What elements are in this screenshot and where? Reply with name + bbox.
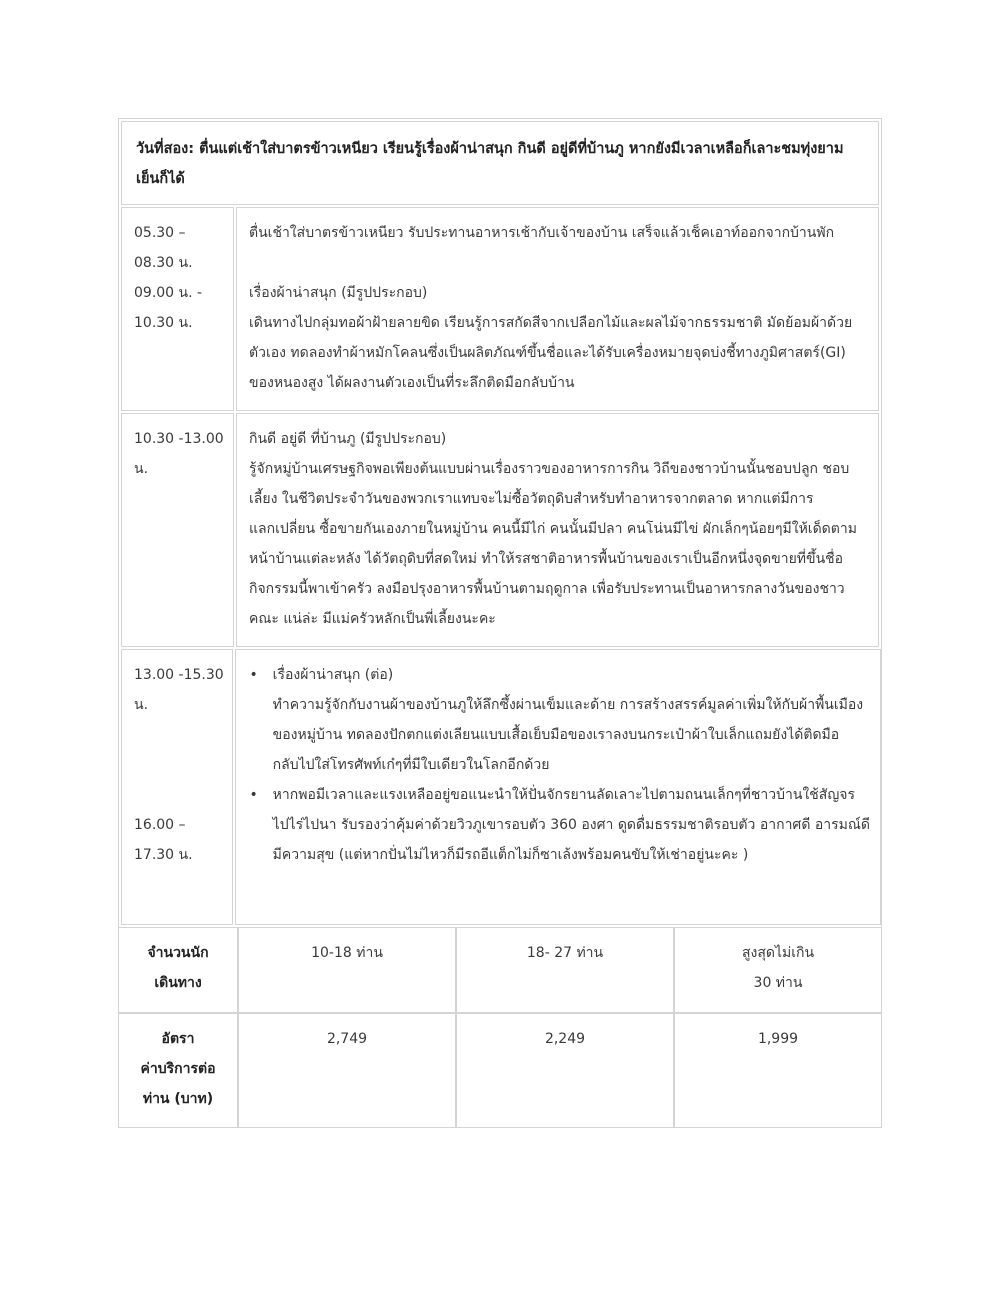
activity-line: ตัวเอง ทดลองทำผ้าหมักโคลนซึ่งเป็นผลิตภัณฑ์ขึ้นชื่อและได้รับเครื่องหมายจุดบ่งชี้ทางภูมิศาสตร์(GI) bbox=[249, 345, 846, 361]
time-line: 09.00 น. - bbox=[134, 285, 203, 301]
time-line: 16.00 – bbox=[134, 817, 186, 833]
activity-heading: เรื่องผ้าน่าสนุก (ต่อ) bbox=[272, 667, 394, 683]
time-line: น. bbox=[134, 461, 149, 477]
group-size bbox=[675, 928, 881, 1012]
activity-line: ตื่นเช้าใส่บาตรข้าวเหนียว รับประทานอาหารเช้ากับเจ้าของบ้าน เสร็จแล้วเช็คเอาท์ออกจากบ้านพัก bbox=[249, 225, 835, 241]
group-price-row bbox=[675, 1014, 881, 1127]
activity-line: รู้จักหมู่บ้านเศรษฐกิจพอเพียงต้นแบบผ่านเรื่องราวของอาหารการกิน วิถีของชาวบ้านนั้นชอบปลูก ชอบ bbox=[249, 461, 850, 477]
schedule-row bbox=[121, 649, 879, 925]
bullet-list-item bbox=[248, 660, 870, 780]
time-line: 17.30 น. bbox=[134, 847, 193, 863]
group-price: 2,749 bbox=[326, 1031, 368, 1047]
time-line: 10.30 น. bbox=[134, 315, 193, 331]
day-two-schedule-table bbox=[118, 118, 882, 928]
blank-gap bbox=[134, 720, 224, 810]
activity-line: หากพอมีเวลาและแรงเหลืออยู่ขอแนะนำให้ปั่นจักรยานลัดเลาะไปตามถนนเล็กๆที่ชาวบ้านใช้สัญจร bbox=[272, 787, 855, 803]
schedule-row bbox=[121, 413, 879, 647]
rate-label bbox=[119, 1014, 237, 1127]
group-size bbox=[457, 928, 673, 1012]
group-size-row bbox=[239, 928, 455, 1014]
pricing-group-column bbox=[237, 928, 455, 1127]
pricing-row-rate bbox=[119, 1014, 237, 1127]
activity-line: คณะ แน่ล่ะ มีแม่ครัวหลักเป็นพี่เลี้ยงนะคะ bbox=[249, 611, 496, 627]
pricing-label-column bbox=[119, 928, 237, 1127]
pricing-group-column bbox=[673, 928, 881, 1127]
bullet-list-item bbox=[248, 780, 870, 870]
time-cell bbox=[121, 649, 233, 925]
blank-line bbox=[249, 248, 868, 278]
activity-line: ของหมู่บ้าน ทดลองปักตกแต่งเลียนแบบเสื้อเย็บมือของเราลงบนกระเป๋าผ้าใบเล็กแถมยังได้ติดมือ bbox=[272, 727, 840, 743]
activity-line: ทำความรู้จักกับงานผ้าของบ้านภูให้ลึกซึ้งผ่านเข็มและด้าย การสร้างสรรค์มูลค่าเพิ่มให้กับผ้าพื้นเมือง bbox=[272, 697, 864, 713]
activity-line: หน้าบ้านแต่ละหลัง ได้วัตถุดิบที่สดใหม่ ทำให้รสชาติอาหารพื้นบ้านของเราเป็นอีกหนึ่งจุดขายที่ขึ้นชื่อ bbox=[249, 551, 844, 567]
time-line: 05.30 – bbox=[134, 225, 186, 241]
bullet-icon: • bbox=[249, 667, 258, 683]
group-size-line: 10-18 ท่าน bbox=[311, 945, 383, 961]
activity-line: ของหนองสูง ได้ผลงานตัวเองเป็นที่ระลึกติดมือกลับบ้าน bbox=[249, 375, 575, 391]
activity-line: กิจกรรมนี้พาเข้าครัว ลงมือปรุงอาหารพื้นบ้านตามฤดูกาล เพื่อรับประทานเป็นอาหารกลางวันของชาว bbox=[249, 581, 845, 597]
bullet-icon: • bbox=[249, 787, 258, 803]
time-cell bbox=[121, 207, 234, 411]
pricing-group-column bbox=[455, 928, 673, 1127]
activity-cell bbox=[236, 207, 879, 411]
activity-line: กลับไปใส่โทรศัพท์เก๋ๆที่มีใบเดียวในโลกอีกด้วย bbox=[272, 757, 550, 773]
label-line: เดินทาง bbox=[154, 975, 202, 991]
time-line: 08.30 น. bbox=[134, 255, 193, 271]
activity-line: เลี้ยง ในชีวิตประจำวันของพวกเราแทบจะไม่ซื้อวัตถุดิบสำหรับทำอาหารจากตลาด หากแต่มีการ bbox=[249, 491, 814, 507]
group-size bbox=[239, 928, 455, 1012]
label-line: จำนวนนัก bbox=[147, 945, 209, 961]
label-line: ท่าน (บาท) bbox=[142, 1091, 214, 1107]
itinerary-document bbox=[118, 118, 882, 1128]
group-size-line: 18- 27 ท่าน bbox=[526, 945, 604, 961]
group-price-row bbox=[457, 1014, 673, 1127]
label-line: อัตรา bbox=[161, 1031, 195, 1047]
activity-line: แลกเปลี่ยน ซื้อขายกันเองภายในหมู่บ้าน คนนี้มีไก่ คนนั้นมีปลา คนโน่นมีไข่ ผักเล็กๆน้อยๆมีให้เด็ดตาม bbox=[249, 521, 857, 537]
pricing-table bbox=[118, 928, 882, 1128]
group-size-line: 30 ท่าน bbox=[753, 975, 803, 991]
day-title-line: วันที่สอง: ตื่นแต่เช้าใส่บาตรข้าวเหนียว เรียนรู้เรื่องผ้าน่าสนุก กินดี อยู่ดีที่บ้านภู หากยังมีเวลาเหลือก็เลาะชมทุ่งยาม bbox=[136, 141, 844, 157]
activity-heading: กินดี อยู่ดี ที่บ้านภู (มีรูปประกอบ) bbox=[249, 431, 447, 447]
group-price-row bbox=[239, 1014, 455, 1127]
time-cell bbox=[121, 413, 234, 647]
pricing-row-travelers bbox=[119, 928, 237, 1014]
time-line: 13.00 -15.30 bbox=[134, 667, 224, 683]
activity-line: มีความสุข (แต่หากปั่นไม่ไหวก็มีรถอีแต็กไม่ก็ซาเล้งพร้อมคนขับให้เช่าอยู่นะคะ ) bbox=[272, 847, 749, 863]
activity-line: เดินทางไปกลุ่มทอผ้าฝ้ายลายขิด เรียนรู้การสกัดสีจากเปลือกไม้และผลไม้จากธรรมชาติ มัดย้อมผ้าด้วย bbox=[249, 315, 853, 331]
group-size-row bbox=[457, 928, 673, 1014]
activity-cell bbox=[236, 413, 879, 647]
schedule-row bbox=[121, 207, 879, 411]
day-title bbox=[121, 121, 879, 205]
group-price: 1,999 bbox=[757, 1031, 799, 1047]
activity-heading: เรื่องผ้าน่าสนุก (มีรูปประกอบ) bbox=[249, 285, 428, 301]
travelers-label bbox=[119, 928, 237, 1012]
time-line: 10.30 -13.00 bbox=[134, 431, 224, 447]
label-line: ค่าบริการต่อ bbox=[140, 1061, 216, 1077]
day-title-line: เย็นก็ได้ bbox=[136, 171, 185, 187]
group-price: 2,249 bbox=[544, 1031, 586, 1047]
activity-line: ไปไร่ไปนา รับรองว่าคุ้มค่าด้วยวิวภูเขารอบตัว 360 องศา ดูดดื่มธรรมชาติรอบตัว อากาศดี อารมณ์ดี bbox=[272, 817, 870, 833]
group-size-line: สูงสุดไม่เกิน bbox=[741, 945, 815, 961]
activity-cell bbox=[235, 649, 881, 925]
time-line: น. bbox=[134, 697, 149, 713]
group-size-row bbox=[675, 928, 881, 1014]
